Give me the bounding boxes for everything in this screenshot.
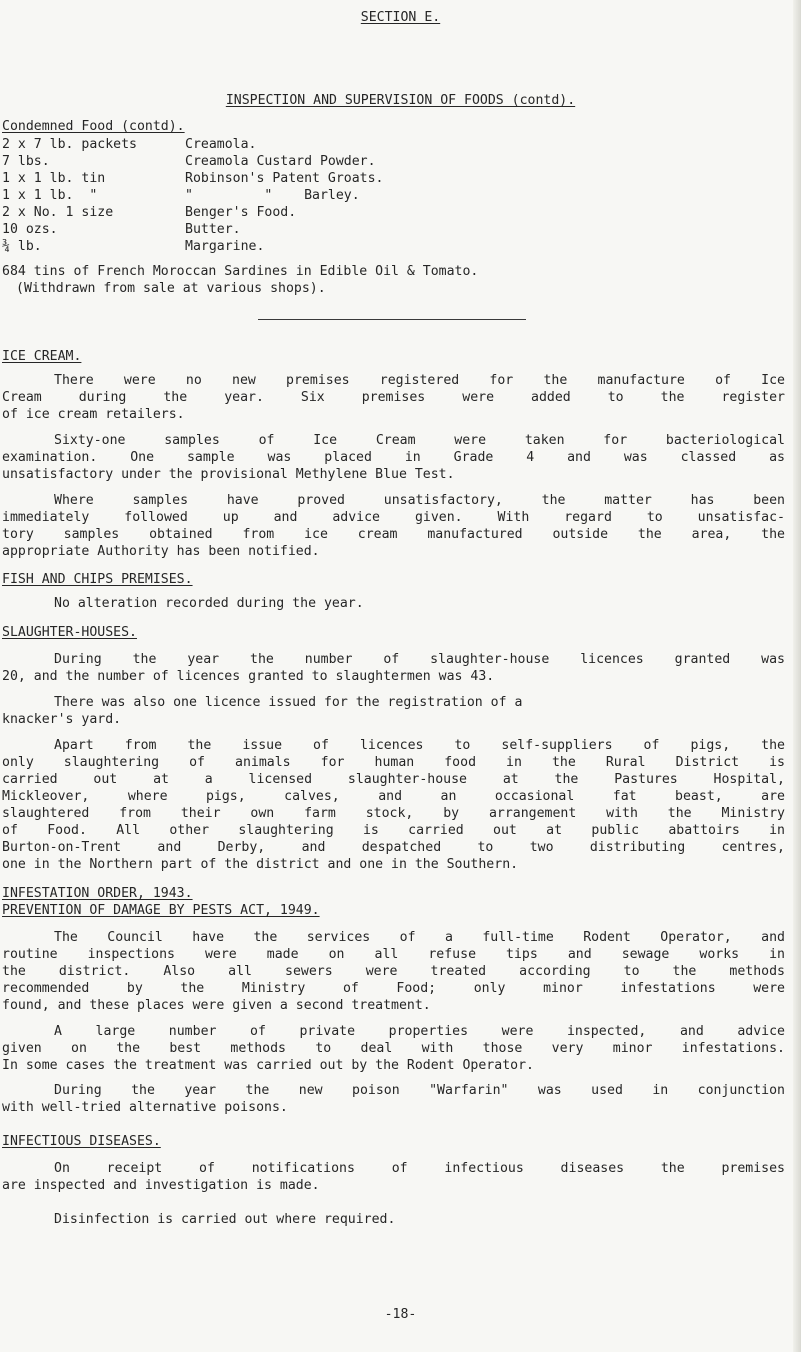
paragraph-line: 20, and the number of licences granted to slaughtermen was 43.: [2, 669, 495, 684]
paragraph-line: immediately followed up and advice given. With regard to unsatisfac-: [2, 510, 785, 525]
paragraph-line: The Council have the services of a full-time Rodent Operator, and: [54, 930, 785, 945]
paragraph-line: There were no new premises registered for the manufacture of Ice: [54, 373, 785, 388]
paragraph-line: slaughtered from their own farm stock, by arrangement with the Ministry: [2, 806, 785, 821]
condemned-heading: Condemned Food (contd).: [2, 119, 185, 134]
item-food: Margarine.: [185, 239, 265, 254]
ice-cream-heading: ICE CREAM.: [2, 349, 82, 364]
paragraph-line: of Food. All other slaughtering is carried out at public abattoirs in: [2, 823, 785, 838]
paragraph-line: routine inspections were made on all refuse tips and sewage works in: [2, 947, 785, 962]
paragraph-line: the district. Also all sewers were treated according to the methods: [2, 964, 785, 979]
paragraph-line: are inspected and investigation is made.: [2, 1178, 320, 1193]
paragraph-line: During the year the number of slaughter-house licences granted was: [54, 652, 785, 667]
item-food: Benger's Food.: [185, 205, 297, 220]
paragraph-line: only slaughtering of animals for human food in the Rural District is: [2, 755, 785, 770]
paragraph-line: Burton-on-Trent and Derby, and despatched to two distributing centres,: [2, 840, 785, 855]
paragraph-line: one in the Northern part of the district and one in the Southern.: [2, 857, 519, 872]
paragraph-line: A large number of private properties were inspected, and advice: [54, 1024, 785, 1039]
sardines-note: (Withdrawn from sale at various shops).: [16, 281, 326, 296]
item-food: Creamola Custard Powder.: [185, 154, 376, 169]
item-qty: ¾ lb.: [2, 239, 42, 254]
paragraph-line: knacker's yard.: [2, 712, 122, 727]
paragraph-line: of ice cream retailers.: [2, 407, 185, 422]
item-qty: 10 ozs.: [2, 222, 58, 237]
paragraph-line: given on the best methods to deal with those very minor infestations.: [2, 1041, 785, 1056]
paragraph-line: No alteration recorded during the year.: [54, 596, 364, 611]
paragraph-line: tory samples obtained from ice cream manufactured outside the area, the: [2, 527, 785, 542]
paragraph-line: During the year the new poison "Warfarin" was used in conjunction: [54, 1083, 785, 1098]
item-qty: 7 lbs.: [2, 154, 50, 169]
fish-chips-heading: FISH AND CHIPS PREMISES.: [2, 572, 193, 587]
infestation-order-heading: INFESTATION ORDER, 1943.: [2, 886, 193, 901]
pests-act-heading: PREVENTION OF DAMAGE BY PESTS ACT, 1949.: [2, 903, 320, 918]
paragraph-line: with well-tried alternative poisons.: [2, 1100, 288, 1115]
item-qty: 2 x No. 1 size: [2, 205, 114, 220]
page-edge-shadow: [793, 0, 801, 1352]
page-number: -18-: [384, 1307, 417, 1322]
paragraph-line: There was also one licence issued for the registration of a: [54, 695, 523, 710]
paragraph-line: Apart from the issue of licences to self-suppliers of pigs, the: [54, 738, 785, 753]
paragraph-line: carried out at a licensed slaughter-house at the Pastures Hospital,: [2, 772, 785, 787]
section-heading: SECTION E.: [360, 10, 441, 25]
paragraph-line: On receipt of notifications of infectious diseases the premises: [54, 1161, 785, 1176]
sardines-line: 684 tins of French Moroccan Sardines in Edible Oil & Tomato.: [2, 264, 479, 279]
item-food: Butter.: [185, 222, 241, 237]
paragraph-line: Where samples have proved unsatisfactory, the matter has been: [54, 493, 785, 508]
item-food: " " Barley.: [185, 188, 360, 203]
paragraph-line: Sixty-one samples of Ice Cream were taken for bacteriological: [54, 433, 785, 448]
paragraph-line: recommended by the Ministry of Food; only minor infestations were: [2, 981, 785, 996]
page-title: INSPECTION AND SUPERVISION OF FOODS (contd).: [225, 93, 576, 108]
item-food: Robinson's Patent Groats.: [185, 171, 384, 186]
paragraph-line: appropriate Authority has been notified.: [2, 544, 320, 559]
item-qty: 2 x 7 lb. packets: [2, 137, 137, 152]
item-food: Creamola.: [185, 137, 257, 152]
slaughter-houses-heading: SLAUGHTER-HOUSES.: [2, 625, 137, 640]
paragraph-line: found, and these places were given a second treatment.: [2, 998, 431, 1013]
item-qty: 1 x 1 lb. tin: [2, 171, 106, 186]
paragraph-line: unsatisfactory under the provisional Methylene Blue Test.: [2, 467, 455, 482]
section-divider: [258, 319, 526, 320]
infectious-diseases-heading: INFECTIOUS DISEASES.: [2, 1134, 161, 1149]
paragraph-line: In some cases the treatment was carried out by the Rodent Operator.: [2, 1058, 534, 1073]
paragraph-line: Cream during the year. Six premises were added to the register: [2, 390, 785, 405]
item-qty: 1 x 1 lb. ": [2, 188, 98, 203]
paragraph-line: examination. One sample was placed in Grade 4 and was classed as: [2, 450, 785, 465]
paragraph-line: Mickleover, where pigs, calves, and an occasional fat beast, are: [2, 789, 785, 804]
paragraph-line: Disinfection is carried out where required.: [54, 1212, 396, 1227]
